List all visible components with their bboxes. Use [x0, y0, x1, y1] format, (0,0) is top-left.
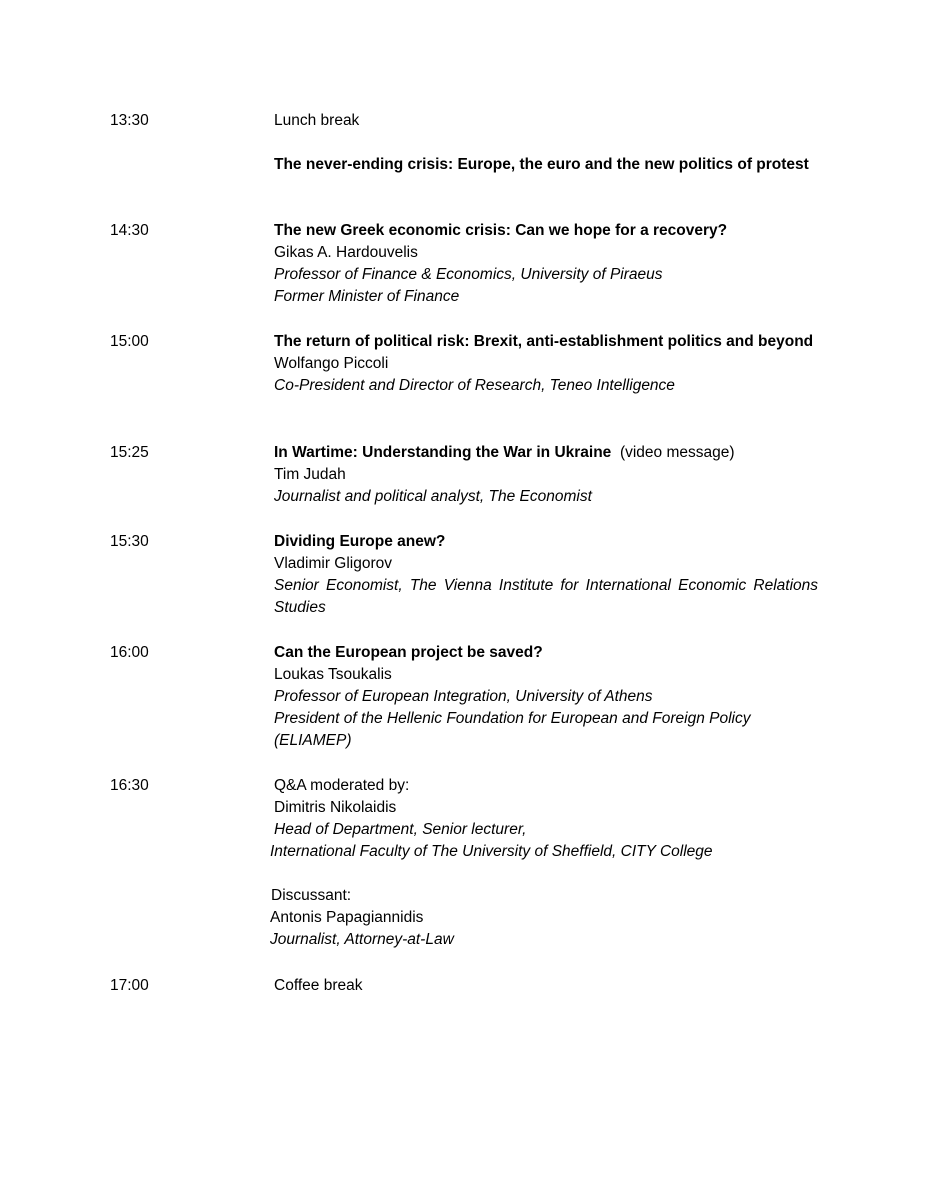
entry-content [274, 442, 818, 508]
talk-title: The return of political risk: Brexit, anti-establishment politics and beyond [274, 333, 814, 350]
speaker-role: Senior Economist, The Vienna Institute for International Economic Relations Studies [274, 577, 818, 616]
talk-title: The new Greek economic crisis: Can we hope for a recovery? [274, 222, 728, 239]
entry-content [274, 975, 818, 997]
entry-content [270, 775, 818, 951]
speaker-name: Vladimir Gligorov [274, 555, 393, 572]
entry-content [274, 642, 818, 752]
moderator-role: Head of Department, Senior lecturer, [274, 821, 527, 838]
speaker-name: Loukas Tsoukalis [274, 666, 392, 683]
talk-title-line [274, 442, 818, 464]
speaker-role: Journalist and political analyst, The Economist [274, 488, 592, 505]
entry-content [274, 110, 818, 132]
entry-time: 15:30 [110, 533, 149, 550]
entry-content [274, 531, 818, 619]
moderator-name: Dimitris Nikolaidis [274, 799, 397, 816]
entry-content [274, 220, 818, 308]
talk-title: Dividing Europe anew? [274, 533, 446, 550]
entry-label: Lunch break [274, 112, 360, 129]
entry-time: 17:00 [110, 977, 149, 994]
speaker-name: Wolfango Piccoli [274, 355, 389, 372]
speaker-role: Co-President and Director of Research, Teneo Intelligence [274, 377, 675, 394]
discussant-label: Discussant: [271, 887, 352, 904]
talk-title: In Wartime: Understanding the War in Ukraine [274, 444, 612, 461]
entry-time: 13:30 [110, 112, 149, 129]
speaker-role: Professor of Finance & Economics, University of Piraeus [274, 266, 663, 283]
moderator-affiliation: International Faculty of The University of Sheffield, CITY College [270, 843, 713, 860]
entry-time: 16:30 [110, 777, 149, 794]
speaker-role: Professor of European Integration, University of Athens [274, 688, 653, 705]
entry-content [274, 331, 818, 397]
talk-note: (video message) [619, 444, 735, 461]
entry-time: 14:30 [110, 222, 149, 239]
session-title: The never-ending crisis: Europe, the euro and the new politics of protest [274, 156, 809, 173]
discussant-name: Antonis Papagiannidis [270, 909, 424, 926]
spacer [274, 863, 818, 885]
entry-time: 16:00 [110, 644, 149, 661]
speaker-name: Tim Judah [274, 466, 346, 483]
moderator-label: Q&A moderated by: [274, 777, 410, 794]
speaker-role: Former Minister of Finance [274, 288, 460, 305]
discussant-role: Journalist, Attorney-at-Law [270, 931, 454, 948]
talk-title: Can the European project be saved? [274, 644, 543, 661]
entry-label: Coffee break [274, 977, 363, 994]
speaker-role: President of the Hellenic Foundation for European and Foreign Policy (ELIAMEP) [274, 710, 751, 749]
speaker-name: Gikas A. Hardouvelis [274, 244, 418, 261]
entry-time: 15:00 [110, 333, 149, 350]
entry-time: 15:25 [110, 444, 149, 461]
